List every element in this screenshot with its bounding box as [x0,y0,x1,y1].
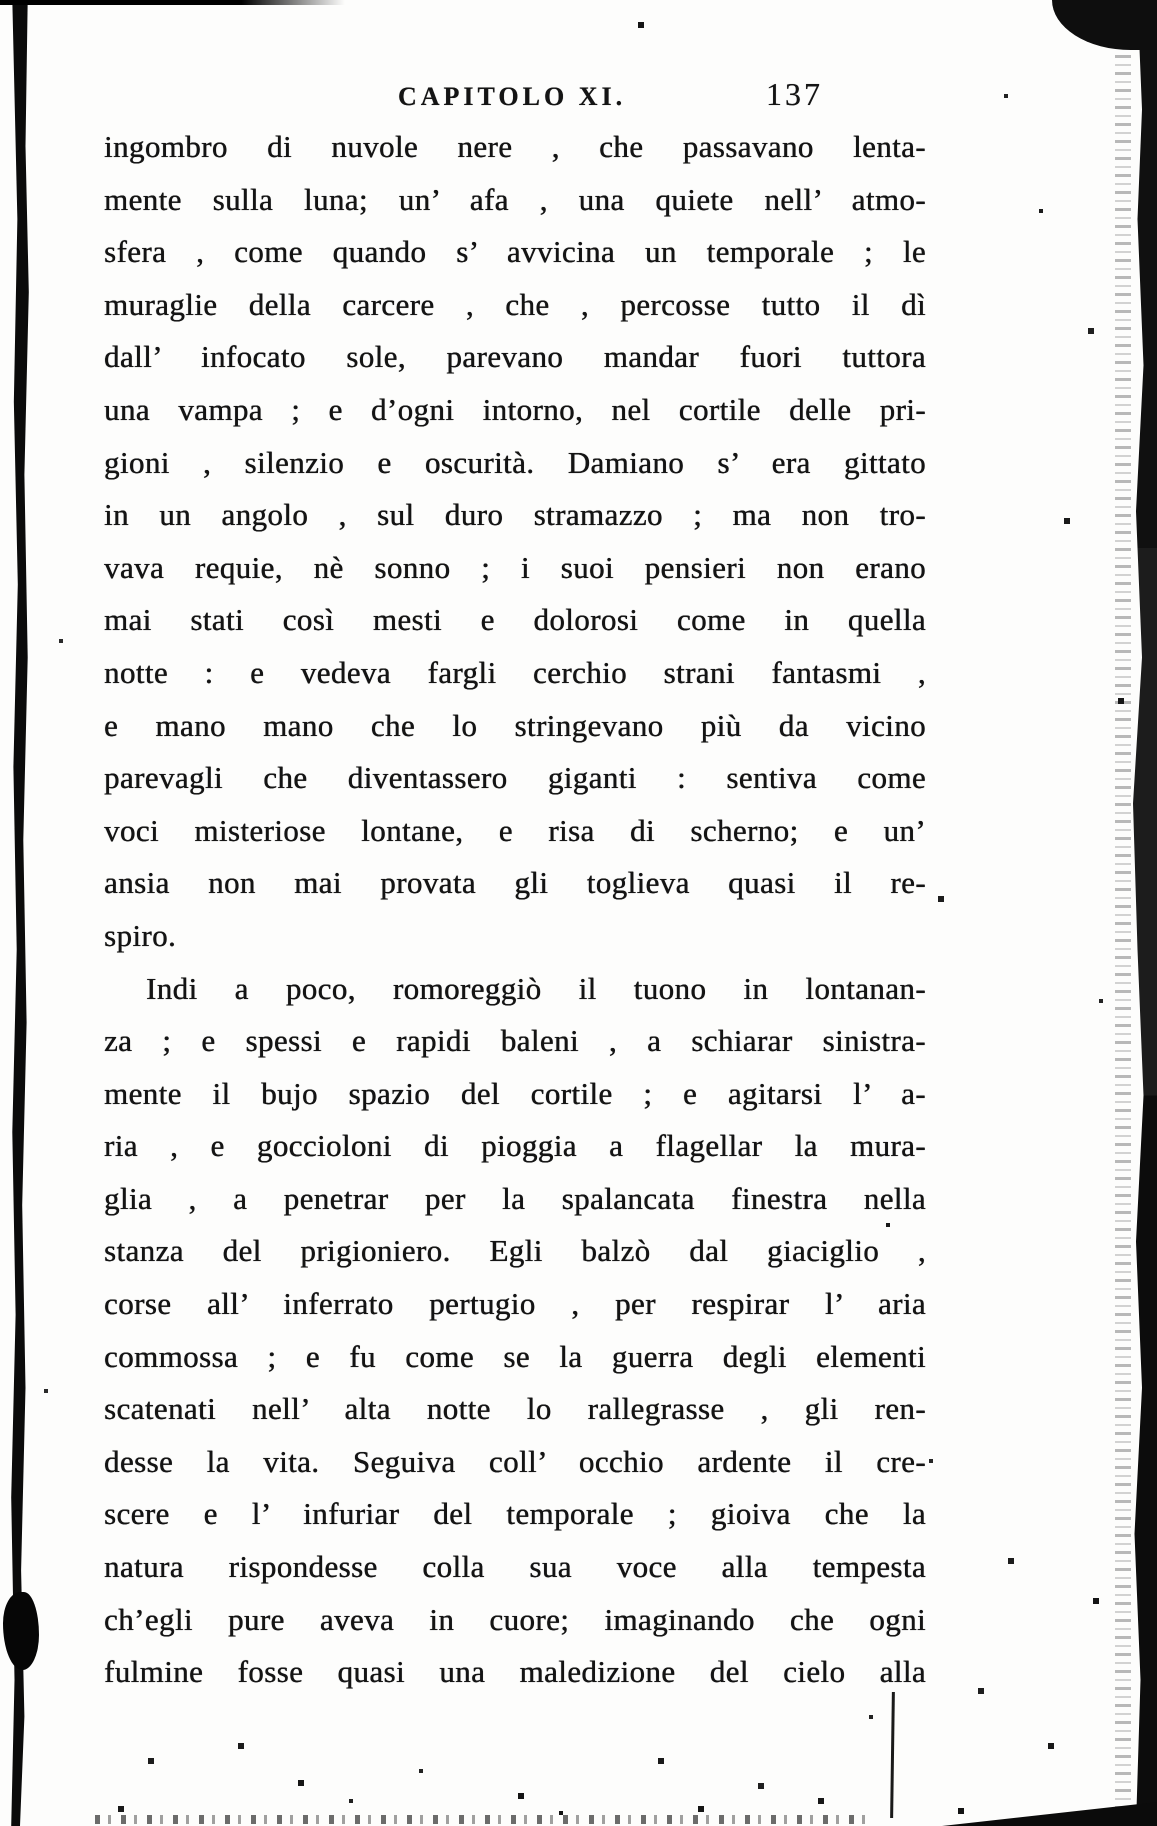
text-line: stanza del prigioniero. Egli balzò dal giaciglio , [104,1233,926,1269]
scan-right-mottle [1115,0,1131,1826]
text-line: ch’egli pure aveva in cuore; imaginando che ogni [104,1601,926,1637]
text-line: Indi a poco, romoreggiò il tuono in lontanan- [146,970,926,1006]
text-line: dall’ infocato sole, parevano mandar fuori tuttora [104,339,926,375]
text-line: desse la vita. Seguiva coll’ occhio ardente il cre- [104,1443,926,1479]
text-line: mente il bujo spazio del cortile ; e agitarsi l’ a- [104,1075,926,1111]
text-line: scere e l’ infuriar del temporale ; gioiva che la [104,1496,926,1532]
text-line: in un angolo , sul duro stramazzo ; ma non tro- [104,497,926,533]
text-line: ria , e goccioloni di pioggia a flagellar la mura- [104,1128,926,1164]
text-line: scatenati nell’ alta notte lo rallegrasse , gli ren- [104,1391,926,1427]
text-line: spiro. [104,917,177,953]
text-line: sfera , come quando s’ avvicina un temporale ; le [104,234,926,270]
scan-binding-stripe [9,0,31,1826]
text-line: corse all’ inferrato pertugio , per respirar l’ aria [104,1286,926,1322]
scan-crease-line [890,1692,895,1818]
scan-binding-blob [3,1592,39,1670]
text-line: una vampa ; e d’ogni intorno, nel cortile delle pri- [104,391,926,427]
page-text-block [104,121,926,1699]
page-number: 137 [766,76,823,112]
text-line: notte : e vedeva fargli cerchio strani fantasmi , [104,654,926,690]
text-line: ansia non mai provata gli toglieva quasi il re- [104,865,926,901]
text-line: voci misteriose lontane, e risa di scherno; e un’ [104,812,926,848]
text-line: vava requie, nè sonno ; i suoi pensieri non erano [104,549,926,585]
text-line: muraglie della carcere , che , percosse tutto il dì [104,286,926,322]
scan-top-edge-line [0,0,345,5]
page-header [0,0,1157,120]
text-line: commossa ; e fu come se la guerra degli elementi [104,1338,926,1374]
text-line: gioni , silenzio e oscurità. Damiano s’ era gittato [104,444,926,480]
text-line: parevagli che diventassero giganti : sentiva come [104,760,926,796]
scan-right-edge-band [1127,0,1157,1826]
text-line: e mano mano che lo stringevano più da vicino [104,707,926,743]
text-line: mai stati così mesti e dolorosi come in quella [104,602,926,638]
scan-bottom-noise [95,1815,875,1824]
text-line: natura rispondesse colla sua voce alla tempesta [104,1549,926,1585]
text-line: glia , a penetrar per la spalancata finestra nella [104,1180,926,1216]
text-line: ingombro di nuvole nere , che passavano lenta- [104,129,926,164]
scan-speckles [0,0,2,2]
chapter-heading: CAPITOLO XI. [398,82,627,111]
text-line: fulmine fosse quasi una maledizione del cielo alla [104,1654,926,1690]
text-line: za ; e spessi e rapidi baleni , a schiarar sinistra- [104,1023,926,1059]
text-line: mente sulla luna; un’ afa , una quiete nell’ atmo- [104,181,926,217]
